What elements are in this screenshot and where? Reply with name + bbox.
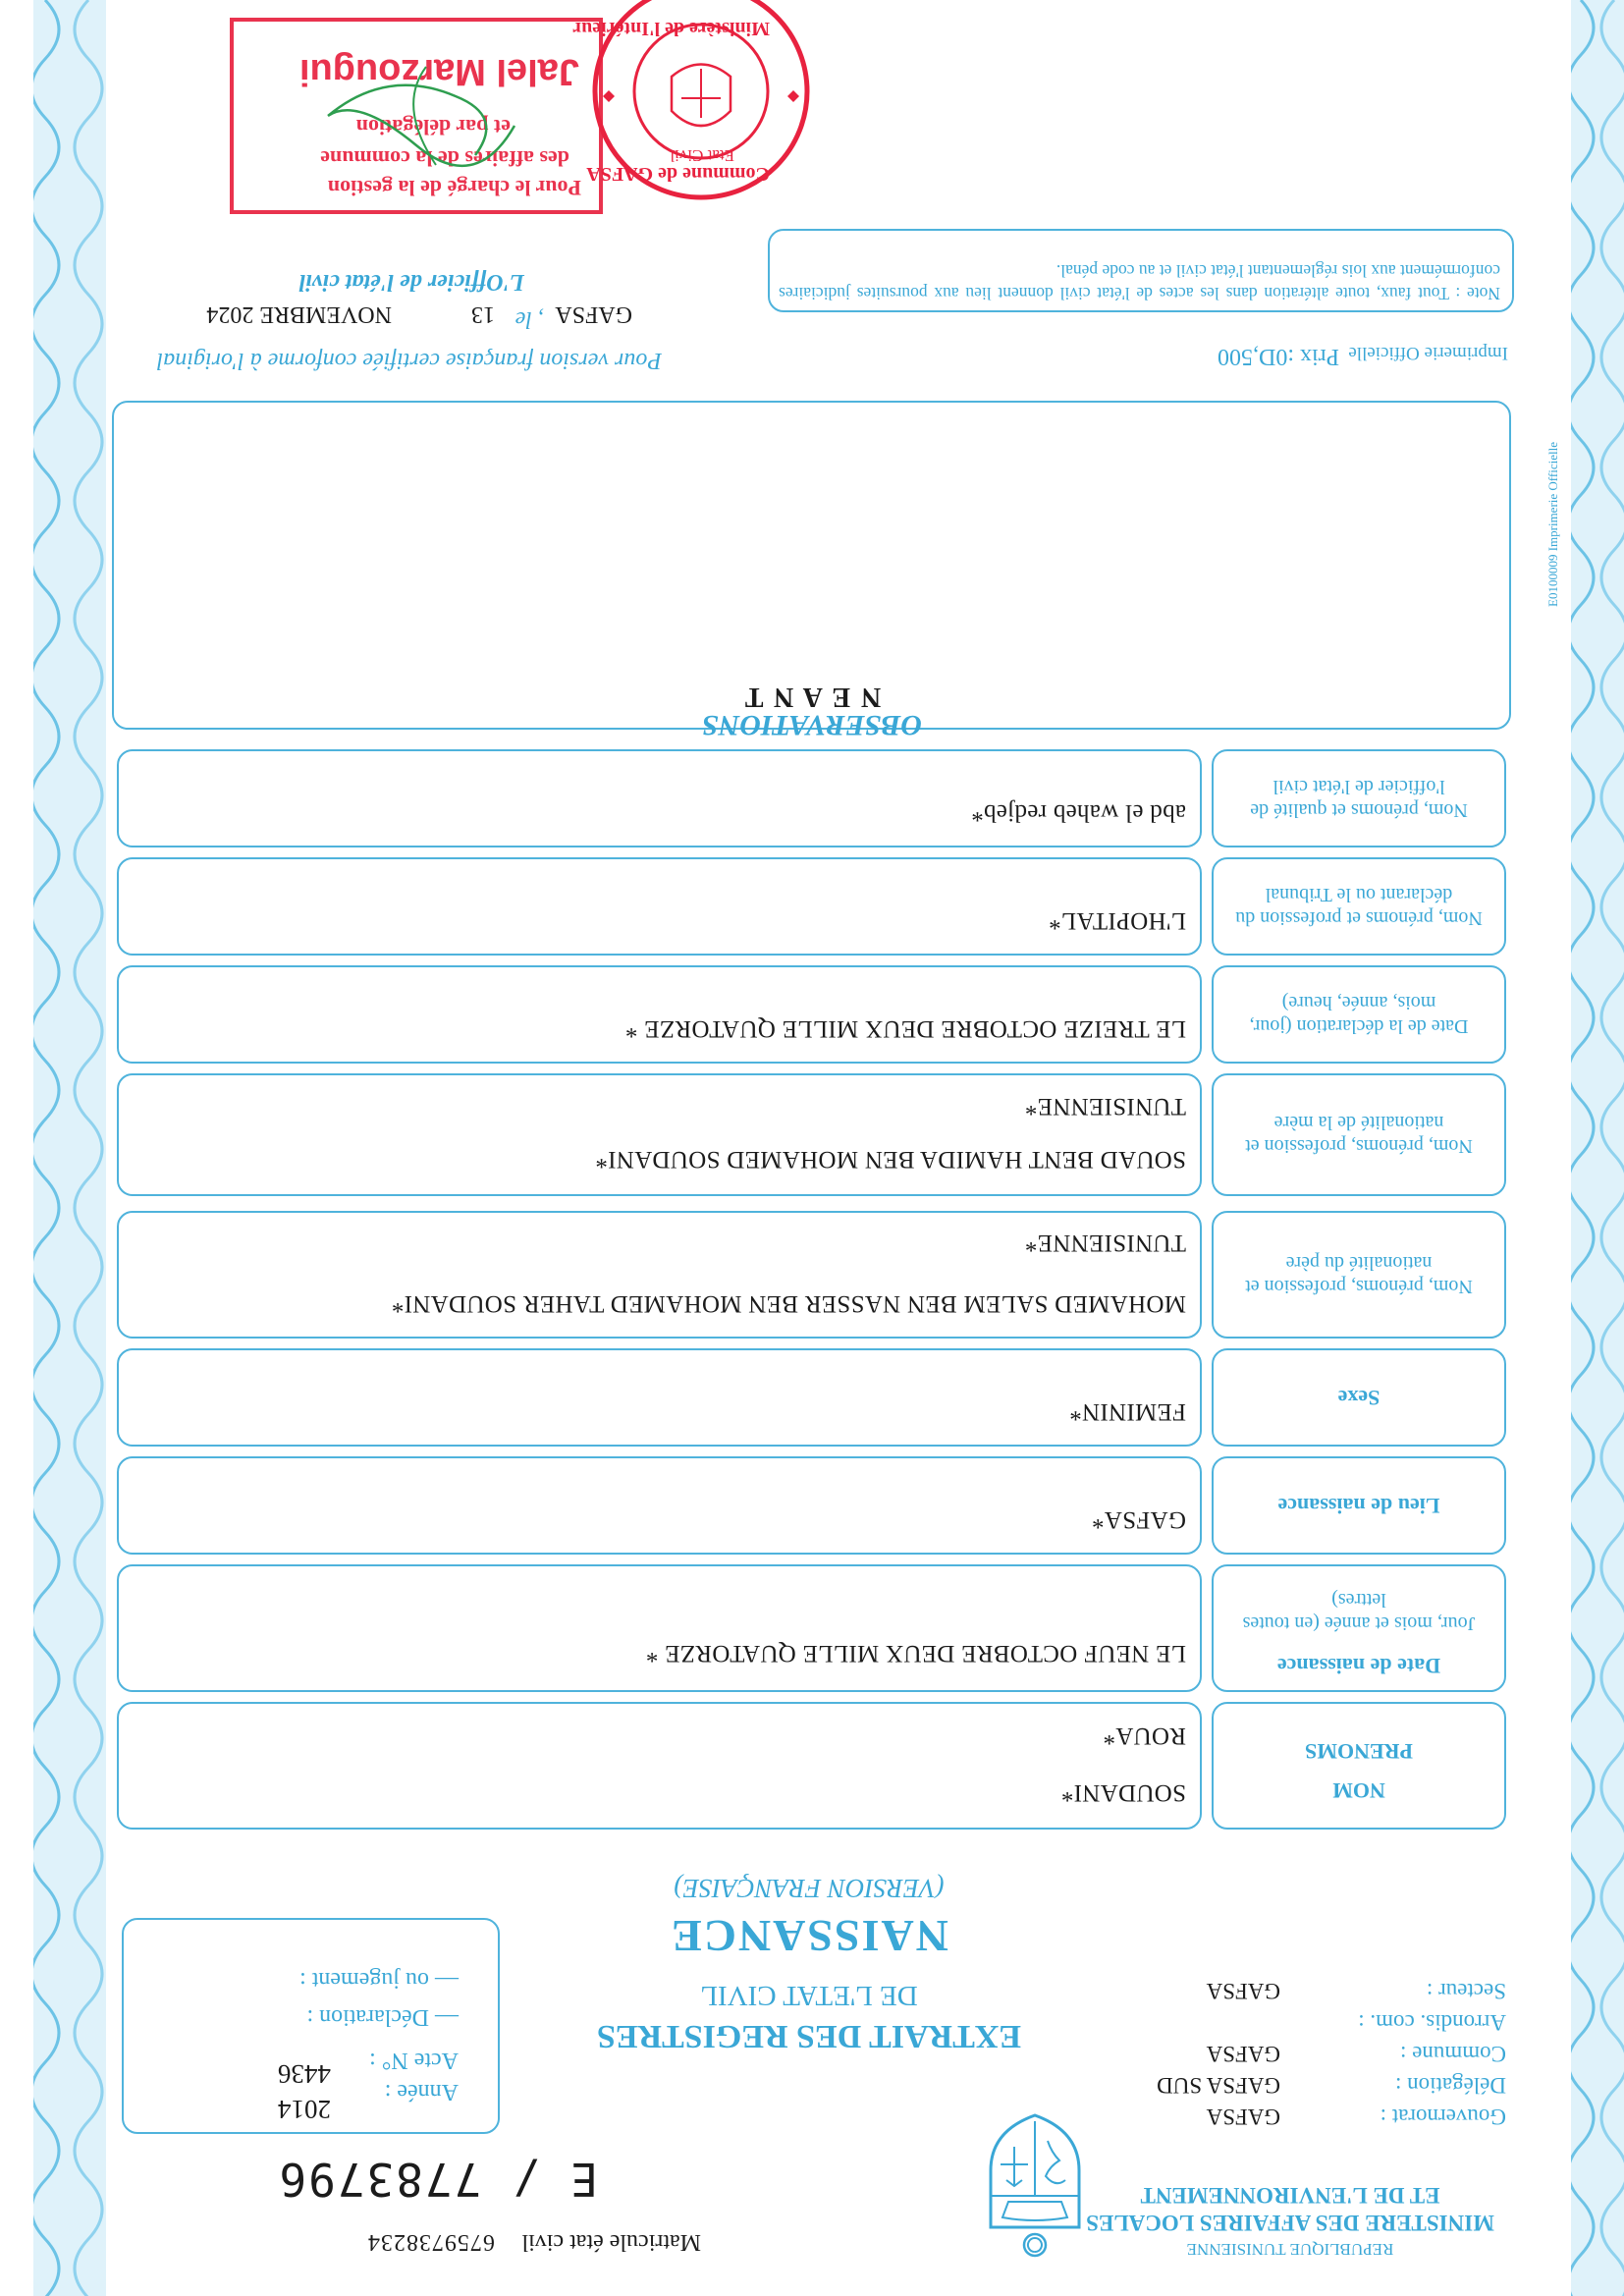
title-version: (VERSION FRANÇAISE) [674, 1874, 945, 1903]
signature [308, 57, 534, 185]
row-label-nom-prenoms [1212, 1702, 1506, 1830]
label-date-naissance: Date de naissance [1276, 1654, 1441, 1678]
value-pere-nationalite: TUNISIENNE* [1024, 1230, 1186, 1256]
row-value-pere [117, 1211, 1202, 1339]
value-pere-nom: MOHAMED SALEM BEN NASSER BEN MOHAMED TAHER SOUDANI* [391, 1290, 1186, 1317]
ministry-line1: MINISTERE DES AFFAIRES LOCALES [1086, 2211, 1494, 2235]
label-date-naissance-detail: Jour, mois et année (en toutes lettres) [1242, 1589, 1476, 1634]
prix-label: Prix :0D,500 [1217, 344, 1339, 369]
row-value-mere [117, 1073, 1202, 1196]
republic-label: REPUBLIQUE TUNISIENNE [1186, 2240, 1394, 2259]
admin-label-gouvernorat: Gouvernorat : [1380, 2105, 1506, 2129]
value-lieu-naissance: GAFSA* [1091, 1506, 1186, 1533]
value-nom: SOUDANI* [1060, 1779, 1186, 1806]
value-officier: abd el waheb redjeb* [970, 799, 1186, 826]
row-label-mere [1212, 1073, 1506, 1196]
stamp-name: Jalel Marzougui [298, 51, 579, 92]
row-label-date-declaration [1212, 965, 1506, 1064]
label-declarant: Nom, prénoms et profession du déclarant ou le Tribunal [1235, 884, 1483, 929]
admin-value-secteur: GAFSA [1206, 1979, 1280, 2003]
acte-label: Acte N° : [369, 2048, 459, 2073]
matricule-label: Matricule état civil [521, 2229, 701, 2255]
title-extrait: EXTRAIT DES REGISTRES [596, 2018, 1022, 2054]
date-le: , le [514, 306, 544, 332]
label-date-declaration: Date de la déclaration (jour, mois, année, heure) [1249, 992, 1469, 1037]
matricule-value: 6759738234 [367, 2229, 495, 2255]
admin-value-commune: GAFSA [1206, 2042, 1280, 2066]
stamp-round-center: Etat Civil [670, 146, 734, 165]
jugement-label: — ou jugement : [299, 1967, 459, 1993]
date-day: 13 [471, 301, 495, 327]
admin-label-arrondissement: Arrondis. com. : [1358, 2010, 1506, 2035]
annee-value: 2014 [278, 2095, 331, 2124]
label-prenoms: PRENOMS [1305, 1739, 1413, 1764]
value-date-naissance: LE NEUF OCTOBRE DEUX MILLE QUATORZE * [645, 1640, 1186, 1667]
row-label-declarant [1212, 857, 1506, 956]
admin-value-gouvernorat: GAFSA [1206, 2105, 1280, 2129]
label-pere: Nom, prénoms, profession et nationalité du père [1245, 1252, 1473, 1297]
row-label-officier [1212, 749, 1506, 847]
admin-value-delegation: GAFSA SUD [1157, 2073, 1280, 2098]
value-mere-nom: SOUAD BENT HAMIDA BEN MOHAMED SOUDANI* [595, 1146, 1186, 1173]
title-naissance: NAISSANCE [670, 1911, 948, 1961]
admin-label-secteur: Secteur : [1426, 1979, 1506, 2003]
acte-value: 4436 [278, 2059, 331, 2089]
tunisia-emblem-icon [981, 2111, 1089, 2259]
observations-title: OBSERVATIONS [702, 709, 922, 741]
observations-value: N E A N T [742, 682, 882, 712]
row-label-lieu-naissance [1212, 1456, 1506, 1555]
serial-number: E / 7783796 [277, 2153, 598, 2206]
row-value-sexe [117, 1348, 1202, 1447]
row-value-lieu-naissance [117, 1456, 1202, 1555]
admin-label-commune: Commune : [1400, 2042, 1506, 2066]
label-mere: Nom, prénoms, profession et nationalité de la mère [1245, 1112, 1473, 1158]
side-code: E0100009 Imprimerie Officielle [1545, 442, 1560, 607]
stamp-line2: des affaires de la commune [320, 146, 569, 171]
value-sexe: FEMININ* [1068, 1398, 1186, 1425]
annee-label: Année : [384, 2079, 459, 2105]
stamp-round-bottom: Ministère de l'Intérieur [572, 18, 770, 39]
imprimerie-label: Imprimerie Officielle [1348, 343, 1508, 363]
value-prenoms: ROUA* [1103, 1722, 1186, 1749]
note-text: Note : Tout faux, toute altération dans les actes de l'état civil donnent lieu aux poursuites judiciaires conformément aux lois réglementant l'état civil et au code pénal. [779, 261, 1500, 303]
acte-box [122, 1918, 500, 2134]
stamp-line1: Pour le chargé de la gestion [327, 176, 581, 200]
row-label-date-naissance [1212, 1564, 1506, 1692]
ministry-line2: ET DE L'ENVIRONNEMENT [1140, 2183, 1440, 2208]
date-place: GAFSA [555, 301, 632, 327]
certifie-conforme: Pour version française certifiée conforme à l'original [156, 348, 662, 373]
stamp-round-top: Commune de GAFSA [586, 163, 770, 185]
note-box [768, 229, 1514, 312]
row-value-declarant [117, 857, 1202, 956]
row-label-sexe [1212, 1348, 1506, 1447]
row-label-pere [1212, 1211, 1506, 1339]
row-value-date-naissance [117, 1564, 1202, 1692]
title-etat-civil: DE L'ETAT CIVIL [700, 1980, 918, 2011]
label-nom: NOM [1332, 1778, 1385, 1803]
value-declarant: L'HOPITAL* [1048, 907, 1186, 934]
label-lieu-naissance: Lieu de naissance [1277, 1494, 1440, 1518]
value-date-declaration: LE TREIZE OCTOBRE DEUX MILLE QUATORZE * [624, 1015, 1186, 1042]
value-mere-nationalite: TUNISIENNE* [1024, 1093, 1186, 1120]
admin-label-delegation: Délégation : [1394, 2073, 1506, 2098]
declaration-label: — Déclaration : [306, 2004, 459, 2030]
round-stamp [573, 3, 829, 204]
stamp-line3: et par délégation [355, 115, 511, 139]
officier-title: L'Officier de l'état civil [298, 269, 524, 295]
observations-box [112, 401, 1511, 741]
row-value-date-declaration [117, 965, 1202, 1064]
date-month-year: NOVEMBRE 2024 [206, 301, 392, 327]
row-value-officier [117, 749, 1202, 847]
label-officier: Nom, prénoms et qualité de l'officier de l'état civil [1250, 776, 1468, 821]
label-sexe: Sexe [1337, 1386, 1380, 1410]
row-value-nom-prenoms [117, 1702, 1202, 1830]
